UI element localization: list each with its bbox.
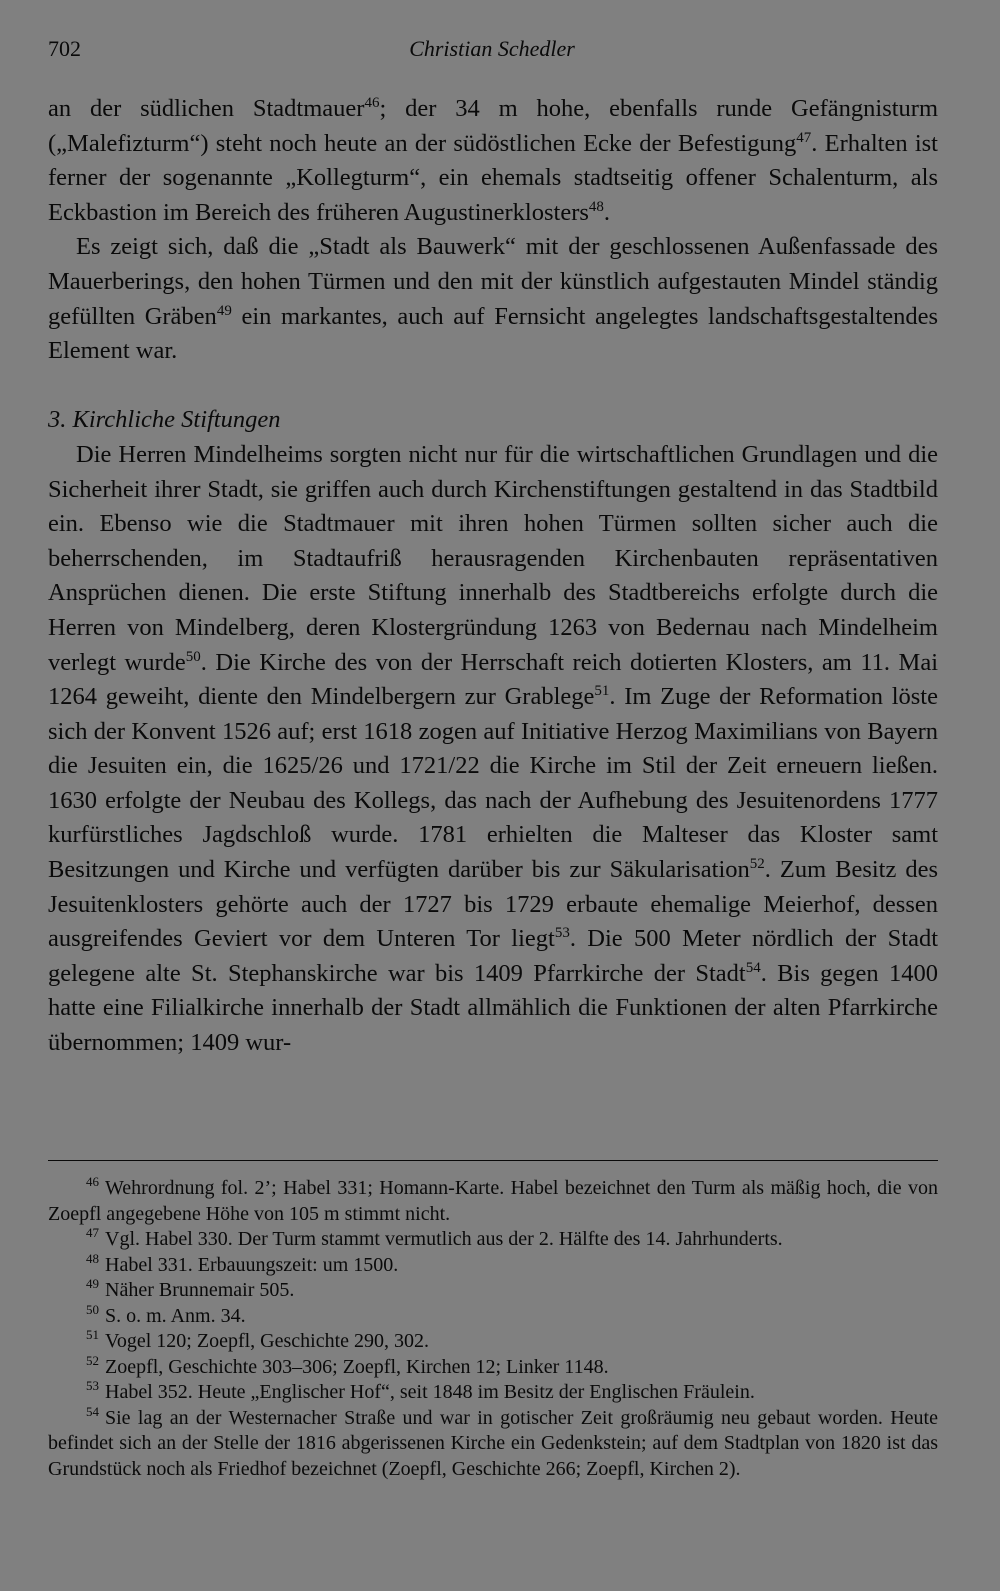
footnote-ref-46[interactable]: 46	[364, 94, 380, 111]
paragraph-text: . Die Kirche des von der Herrschaft reich dotierten Klosters, am 11. Mai 1264 geweiht, diente den Mindelbergern zur Grablege	[48, 648, 939, 711]
footnote-ref-53[interactable]: 53	[554, 925, 570, 942]
footnote	[48, 1329, 938, 1355]
footnote	[48, 1227, 938, 1253]
paragraph-text: Es zeigt sich, daß die „Stadt als Bauwerk“ mit der geschlossenen Außenfassade des Mauerberings, den hohen Türmen und den mit der künstlich aufgestauten Mindel ständig gefüllten Gräben	[48, 233, 938, 330]
paragraph-1	[48, 92, 938, 230]
footnote-text: Wehrordnung fol. 2’; Habel 331; Homann-Karte. Habel bezeichnet den Turm als mäßig hoch, die von Zoepfl angegebene Höhe von 105 m stimmt nicht.	[48, 1177, 938, 1225]
footnote-text: Vgl. Habel 330. Der Turm stammt vermutlich aus der 2. Hälfte des 14. Jahrhunderts.	[105, 1228, 783, 1250]
footnote-ref-52[interactable]: 52	[749, 855, 765, 872]
footnote-ref-54[interactable]: 54	[745, 959, 761, 976]
footnote-number: 46	[86, 1174, 99, 1190]
body-text	[48, 92, 938, 1061]
footnote-divider	[48, 1160, 938, 1161]
paragraph-text: Die Herren Mindelheims sorgten nicht nur für die wirtschaftlichen Grundlagen und die Sicherheit ihrer Stadt, sie griffen auch durch Kirchenstiftungen gestaltend in das Stadtbild ein. Ebenso wie die Stadtmauer mit ihren hohen Türmen sollten sicher auch die beherrschenden, im Stadtaufriß herausragenden Kirchenbauten repräsentativen Ansprüchen dienen. Die erste Stiftung innerhalb des Stadtbereichs erfolgte durch die Herren von Mindelberg, deren Klostergründung 1263 von Bedernau nach Mindelheim verlegt wurde	[48, 440, 938, 676]
paragraph-text: . Im Zuge der Reformation löste sich der Konvent 1526 auf; erst 1618 zogen auf Initiative Herzog Maximilians von Bayern die Jesuiten ein, die 1625/26 und 1721/22 die Kirche im Stil der Zeit erneuern ließen. 1630 erfolgte der Neubau des Kollegs, das nach der Aufhebung des Jesuitenordens 1777 kurfürstliches Jagdschloß wurde. 1781 erhielten die Malteser das Kloster samt Besitzungen und Kirche und verfügten darüber bis zur Säkularisation	[48, 683, 938, 884]
footnote-ref-47[interactable]: 47	[796, 129, 812, 146]
footnote	[48, 1176, 938, 1227]
paragraph-3	[48, 438, 938, 1061]
footnote-text: Näher Brunnemair 505.	[105, 1279, 295, 1301]
footnote	[48, 1403, 938, 1483]
footnote-ref-48[interactable]: 48	[588, 198, 604, 215]
footnote	[48, 1301, 938, 1330]
footnote-number: 47	[86, 1225, 99, 1241]
footnote-text: Habel 352. Heute „Englischer Hof“, seit 1848 im Besitz der Englischen Fräulein.	[105, 1381, 755, 1403]
footnote-ref-51[interactable]: 51	[594, 682, 610, 699]
page-number: 702	[48, 36, 81, 61]
footnote-ref-49[interactable]: 49	[216, 302, 232, 319]
footnote-text: Vogel 120; Zoepfl, Geschichte 290, 302.	[105, 1330, 430, 1352]
footnote-text: Zoepfl, Geschichte 303–306; Zoepfl, Kirchen 12; Linker 1148.	[105, 1355, 609, 1378]
running-title: Christian Schedler	[409, 36, 575, 61]
footnote-number: 48	[86, 1250, 99, 1266]
paragraph-2	[48, 230, 938, 368]
footnote-number: 53	[86, 1378, 99, 1394]
footnote-number: 52	[86, 1352, 99, 1368]
footnote	[48, 1380, 938, 1406]
paragraph-text: . Bis gegen 1400 hatte eine Filialkirche innerhalb der Stadt allmählich die Funktionen der alten Pfarrkirche übernommen; 1409 wur-	[48, 959, 938, 1057]
footnote-number: 54	[86, 1403, 99, 1419]
running-head	[48, 36, 936, 66]
footnote	[48, 1352, 938, 1381]
paragraph-text: . Erhalten ist ferner der sogenannte „Kollegturm“, ein ehemals stadtseitig offener Schalenturm, als Eckbastion im Bereich des früheren Augustinerklosters	[48, 129, 938, 226]
footnote	[48, 1250, 938, 1279]
paragraph-text: ; der 34 m hohe, ebenfalls runde Gefängnisturm („Malefizturm“) steht noch heute an der südöstlichen Ecke der Befestigung	[48, 95, 938, 157]
footnote	[48, 1278, 938, 1304]
paragraph-text: an der südlichen Stadtmauer	[48, 95, 365, 122]
footnote-number: 51	[86, 1327, 99, 1343]
footnote-number: 50	[86, 1301, 99, 1317]
footnote-number: 49	[86, 1276, 99, 1292]
section-heading: 3. Kirchliche Stiftungen	[48, 406, 281, 434]
footnote-text: S. o. m. Anm. 34.	[105, 1304, 246, 1327]
footnotes	[48, 1176, 938, 1482]
paragraph-text: ein markantes, auch auf Fernsicht angelegtes landschaftsgestaltendes Element war.	[48, 302, 938, 365]
paragraph-text: . Zum Besitz des Jesuitenklosters gehörte auch der 1727 bis 1729 erbaute ehemalige Meierhof, dessen ausgreifendes Geviert vor dem Unteren Tor liegt	[48, 856, 938, 953]
paragraph-text: .	[603, 198, 611, 226]
footnote-ref-50[interactable]: 50	[185, 648, 201, 665]
paragraph-text: . Die 500 Meter nördlich der Stadt gelegene alte St. Stephanskirche war bis 1409 Pfarrkirche der Stadt	[48, 925, 938, 987]
footnote-text: Sie lag an der Westernacher Straße und war in gotischer Zeit großräumig neu gebaut worden. Heute befindet sich an der Stelle der 1816 abgerissenen Kirche ein Gedenkstein; auf dem Stadtplan von 1820 ist das Grundstück noch als Friedhof bezeichnet (Zoepfl, Geschichte 266; Zoepfl, Kirchen 2).	[48, 1406, 938, 1480]
footnote-text: Habel 331. Erbauungszeit: um 1500.	[105, 1253, 399, 1276]
